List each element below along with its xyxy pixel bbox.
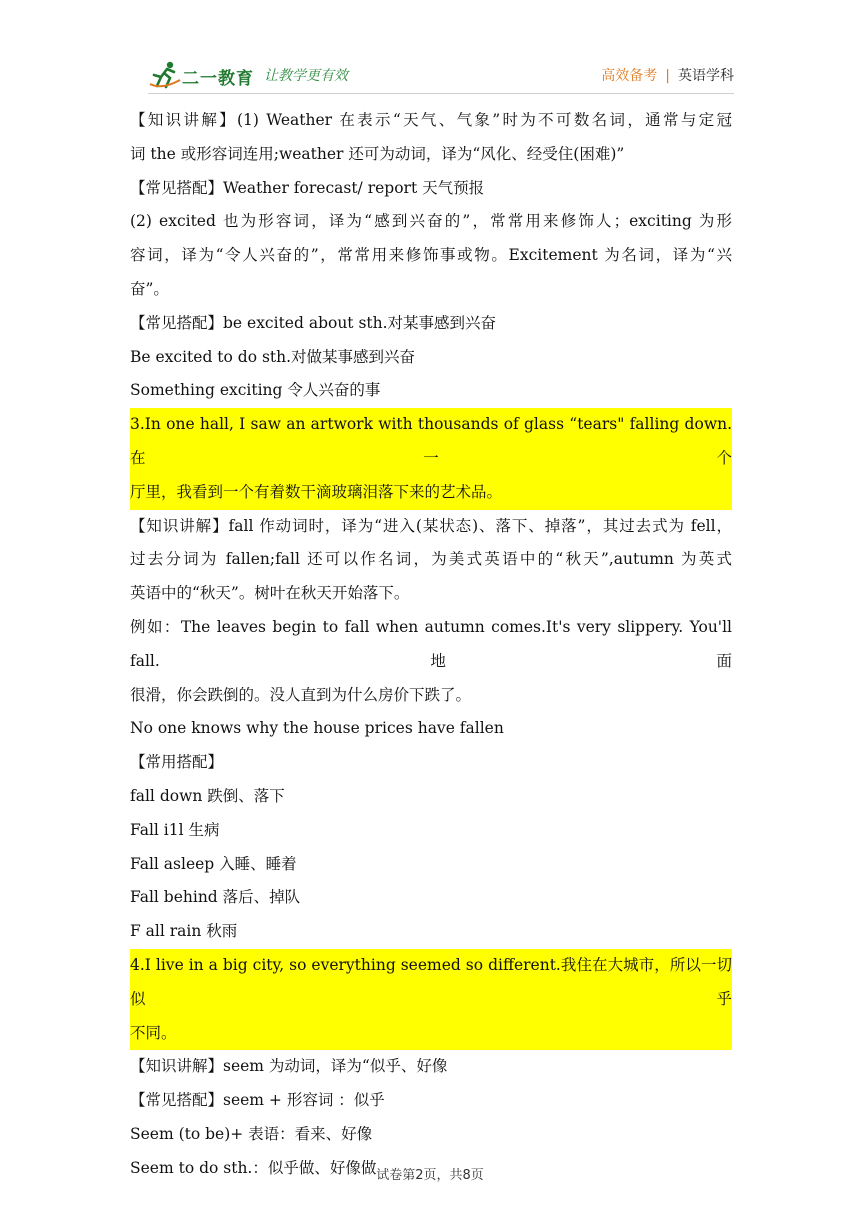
slogan: 让教学更有效 [264, 68, 348, 84]
tag-separator: | [665, 68, 670, 84]
text-line: 不同。 [130, 1023, 177, 1042]
highlighted-sentence-4 [130, 949, 732, 1050]
text-line: Be excited to do sth.对做某事感到兴奋 [130, 347, 416, 366]
running-person-logo-icon [148, 60, 182, 90]
text-line: fall down 跌倒、落下 [130, 786, 285, 805]
text-line: Fall i1l 生病 [130, 820, 220, 839]
text-line: No one knows why the house prices have fallen [130, 719, 504, 738]
text-line: 词 the 或形容词连用;weather 还可为动词，译为“风化、经受住(困难)” [130, 144, 625, 163]
text-line: Seem to do sth.：似乎做、好像做 [130, 1158, 377, 1177]
text-line: Fall asleep 入睡、睡着 [130, 854, 297, 873]
text-line: 【知识讲解】(1) Weather 在表示“天气、气象”时为不可数名词，通常与定冠 [130, 111, 732, 129]
text-line: Seem (to be)+ 表语：看来、好像 [130, 1124, 373, 1143]
header-tags [601, 65, 734, 85]
page-header [148, 56, 734, 94]
document-body [130, 104, 732, 1186]
text-line: 【知识讲解】fall 作动词时，译为“进入(某状态)、落下、掉落”，其过去式为 fell， [130, 516, 732, 535]
text-line: 厅里，我看到一个有着数干滴玻璃泪落下来的艺术品。 [130, 482, 503, 501]
text-line: Fall behind 落后、掉队 [130, 888, 301, 907]
text-line: 过去分词为 fallen;fall 还可以作名词，为美式英语中的“秋天”,autumn 为英式 [130, 550, 732, 569]
text-line: 3.In one hall, I saw an artwork with thousands of glass “tears" falling down.在一个 [130, 415, 732, 467]
text-line: 很滑，你会跌倒的。没人直到为什么房价下跌了。 [130, 685, 472, 704]
text-line: 例如：The leaves begin to fall when autumn comes.It's very slippery. You'll fall.地面 [130, 617, 732, 670]
text-line: 4.I live in a big city, so everything seemed so different.我住在大城市，所以一切似乎 [130, 955, 732, 1008]
text-line: 容词，译为“令人兴奋的”，常常用来修饰事或物。Excitement 为名词，译为“兴 [130, 246, 732, 265]
text-line: F all rain 秋雨 [130, 922, 238, 941]
text-line: (2) excited 也为形容词，译为“感到兴奋的”，常常用来修饰人；exciting 为形 [130, 212, 732, 231]
page-footer: 试卷第2页，共8页 [376, 1168, 484, 1183]
header-divider [148, 93, 734, 94]
text-line: 【常见搭配】Weather forecast/ report 天气预报 [130, 178, 485, 197]
text-line: 奋”。 [130, 279, 169, 298]
text-line: 【知识讲解】seem 为动词，译为“似乎、好像 [130, 1057, 448, 1076]
tag-exam-prep: 高效备考 [601, 68, 658, 84]
text-line: 【常见搭配】be excited about sth.对某事感到兴奋 [130, 313, 497, 332]
text-line: Something exciting 令人兴奋的事 [130, 381, 381, 400]
logo-text: 二一教育 [182, 69, 254, 89]
text-line: 【常用搭配】 [130, 753, 224, 772]
tag-subject: 英语学科 [678, 68, 734, 84]
text-line: 英语中的“秋天”。树叶在秋天开始落下。 [130, 584, 410, 603]
text-line: 【常见搭配】seem + 形容词 ：似乎 [130, 1091, 385, 1110]
highlighted-sentence-3 [130, 408, 732, 509]
